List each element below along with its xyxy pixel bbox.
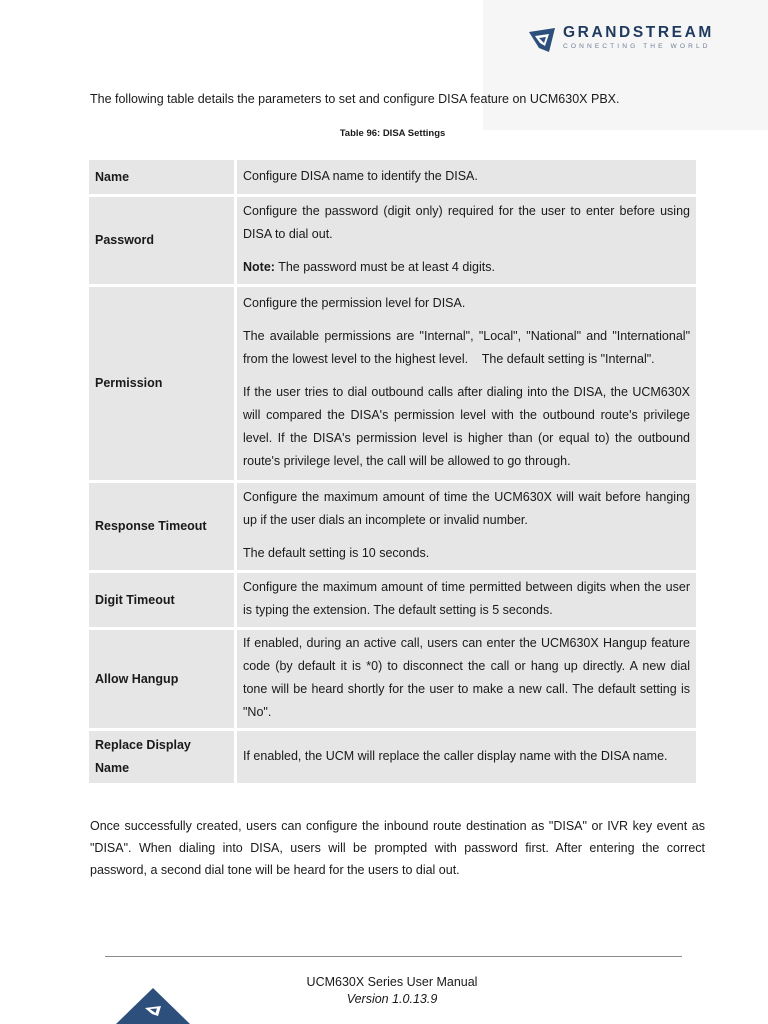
table-row xyxy=(89,731,696,783)
note-label: Note: xyxy=(243,260,275,274)
table-row xyxy=(89,160,696,194)
description-paragraph: Configure DISA name to identify the DISA. xyxy=(243,168,478,183)
brand-tagline: CONNECTING THE WORLD xyxy=(563,43,711,50)
parameter-name: Permission xyxy=(89,287,237,480)
parameter-name: Name xyxy=(89,160,237,194)
description-paragraph: If enabled, during an active call, users can enter the UCM630X Hangup feature code (by default it is *0) to disconnect the call or hang up directly. A new dial tone will be heard shortly for the user to make a new call. The default setting is "No". xyxy=(243,636,690,719)
description-paragraph: Configure the password (digit only) required for the user to enter before using DISA to dial out. xyxy=(243,204,690,241)
parameter-description xyxy=(237,160,696,194)
disa-settings-table xyxy=(89,157,696,786)
parameter-description xyxy=(237,731,696,783)
grandstream-logo xyxy=(527,24,737,58)
table-row xyxy=(89,573,696,627)
table-row xyxy=(89,287,696,480)
footer-manual-title: UCM630X Series User Manual xyxy=(306,975,478,989)
note-text: The password must be at least 4 digits. xyxy=(278,260,495,274)
description-paragraph: If the user tries to dial outbound calls after dialing into the DISA, the UCM630X will compared the DISA's permission level with the outbound route's privilege level. If the DISA's permission level is higher than (or equal to) the outbound route's privilege level, the call will be allowed to go through. xyxy=(243,385,690,468)
parameter-description xyxy=(237,573,696,627)
description-paragraph: Configure the maximum amount of time permitted between digits when the user is typing the extension. The default setting is 5 seconds. xyxy=(243,580,690,617)
parameter-description xyxy=(237,287,696,480)
parameter-name: Digit Timeout xyxy=(89,573,237,627)
footer-divider xyxy=(105,956,682,957)
intro-paragraph: The following table details the parameters to set and configure DISA feature on UCM630X PBX. xyxy=(90,92,620,106)
description-paragraph: Configure the maximum amount of time the UCM630X will wait before hanging up if the user dials an incomplete or invalid number. xyxy=(243,490,690,527)
grandstream-corner-icon xyxy=(116,988,190,1024)
table-row xyxy=(89,483,696,570)
table-row xyxy=(89,630,696,728)
footer-version: Version 1.0.13.9 xyxy=(346,992,438,1006)
parameter-name: Password xyxy=(89,197,237,284)
description-paragraph: If enabled, the UCM will replace the caller display name with the DISA name. xyxy=(243,748,668,763)
header-background xyxy=(483,0,768,130)
parameter-name: Response Timeout xyxy=(89,483,237,570)
description-paragraph: The available permissions are "Internal", "Local", "National" and "International" from the lowest level to the highest level. The default setting is "Internal". xyxy=(243,329,694,366)
description-paragraph: Configure the permission level for DISA. xyxy=(243,296,466,310)
note-paragraph xyxy=(243,256,690,279)
table-row xyxy=(89,197,696,284)
parameter-description xyxy=(237,483,696,570)
parameter-description xyxy=(237,630,696,728)
parameter-description xyxy=(237,197,696,284)
description-paragraph: The default setting is 10 seconds. xyxy=(243,546,430,560)
brand-name: GRANDSTREAM xyxy=(563,24,714,41)
table-caption: Table 96: DISA Settings xyxy=(339,128,446,139)
parameter-name: Allow Hangup xyxy=(89,630,237,728)
outro-paragraph: Once successfully created, users can configure the inbound route destination as "DISA" or IVR key event as "DISA". When dialing into DISA, users will be prompted with password first. After entering the correct password, a second dial tone will be heard for the users to dial out. xyxy=(90,819,705,877)
parameter-name: Replace Display Name xyxy=(89,731,237,783)
grandstream-logo-icon xyxy=(527,26,557,54)
